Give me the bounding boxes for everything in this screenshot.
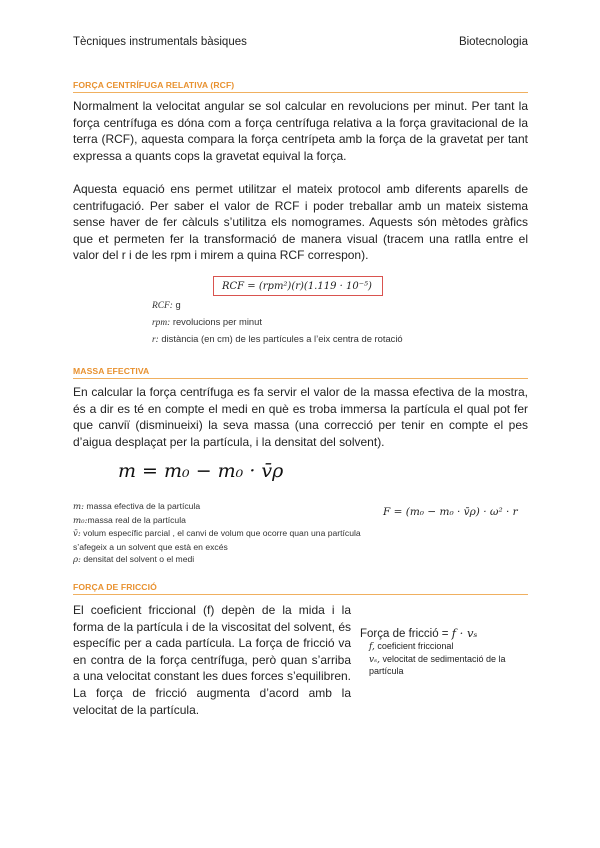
rcf-paragraph-2: Aquesta equació ens permet utilitzar el mateix protocol amb diferents aparells de centrifugació. Per saber el valor de RCF i poder treballar amb un mateix sistema sense haver de fer càlculs s’utilitza els nomogrames. Aquests són mètodes gràfics que et permeten fer la transformació de manera visual (tracem una ratlla entre el valor del r i de les rpm i mirem a quina RCF correspon). <box>73 182 528 263</box>
friction-paragraph-1: El coeficient friccional (f) depèn de la mida i la forma de la partícula i de la viscositat del solvent, és específic per a cada partícula. La força de fricció va en contra de la força centrífuga, però quan s’arriba a una velocitat constant les dues forces s’equilibren. La força de fricció augmenta d’acord amb la velocitat de la partícula. <box>73 603 351 717</box>
section-title-friction: FORÇA DE FRICCIÓ <box>73 582 528 595</box>
rcf-paragraph-1: Normalment la velocitat angular se sol calcular en revolucions per minut. Per tant la força centrífuga es dóna com a força centrífuga relativa a la força gravitacional de la terra (RCF), aquesta compara la força centrípeta amb la força de la gravetat per tant expressa a quants cops la gravetat equival la força. <box>73 99 528 163</box>
legend-symbol: vₛ, <box>369 654 380 665</box>
legend-desc: revolucions per minut <box>170 316 262 327</box>
header-subject: Biotecnologia <box>458 36 528 48</box>
legend-desc: massa efectiva de la partícula <box>84 501 201 511</box>
legend-item <box>152 297 403 314</box>
effective-mass-equation: m = m₀ − m₀ · v̄ρ <box>118 460 284 482</box>
legend-symbol: r: <box>152 335 159 345</box>
legend-desc: distància (en cm) de les partícules a l’eix centra de rotació <box>158 333 403 344</box>
legend-item <box>360 654 535 678</box>
legend-item <box>73 514 393 528</box>
legend-item <box>360 641 535 654</box>
header-course-title: Tècniques instrumentals bàsiques <box>73 36 247 48</box>
friction-formula-box <box>360 626 535 678</box>
rcf-formula-box: RCF = (rpm²)(r)(1.119 · 10⁻⁵) <box>213 276 383 296</box>
legend-symbol: rpm: <box>152 318 171 328</box>
legend-desc: massa real de la partícula <box>87 514 186 525</box>
legend-item <box>152 331 403 348</box>
mass-legend <box>73 500 393 567</box>
mass-paragraph-1: En calcular la força centrífuga es fa servir el valor de la massa efectiva de la mostra, és a dir es té en compte el medi en què es troba immersa la partícula el qual pot fer que canviï (disminueixi) la seva massa (una correcció per tenir en compte el pes d’aigua desplaçat per la partícula, i la densitat del solvent). <box>73 385 528 449</box>
legend-desc: velocitat de sedimentació de la partícula <box>369 653 506 676</box>
section-title-rcf: FORÇA CENTRÍFUGA RELATIVA (RCF) <box>73 80 528 93</box>
legend-symbol: v̄: <box>73 529 81 540</box>
centrifugal-force-equation: F = (m₀ − m₀ · v̄ρ) · ω² · r <box>383 506 518 518</box>
legend-symbol: RCF: <box>152 301 173 311</box>
legend-desc: volum específic parcial , el canvi de volum que ocorre quan una partícula s’afegeix a un solvent que està en excés <box>73 528 361 552</box>
page-header <box>73 36 528 52</box>
legend-symbol: ρ: <box>73 555 81 566</box>
legend-item <box>73 527 383 553</box>
legend-item <box>73 500 393 514</box>
friction-eq-label: Força de fricció = <box>360 628 452 640</box>
friction-eq-math: f · vₛ <box>451 626 478 640</box>
rcf-legend <box>152 297 403 348</box>
legend-symbol: f, <box>369 642 375 652</box>
legend-desc: coeficient friccional <box>374 641 454 651</box>
legend-item <box>152 314 403 331</box>
legend-desc: g <box>172 299 181 310</box>
legend-item <box>73 553 393 567</box>
legend-symbol: m: <box>73 502 85 512</box>
section-title-mass: MASSA EFECTIVA <box>73 366 528 379</box>
legend-desc: densitat del solvent o el medi <box>80 554 195 565</box>
legend-symbol: m₀: <box>73 515 88 526</box>
friction-equation <box>360 626 535 640</box>
